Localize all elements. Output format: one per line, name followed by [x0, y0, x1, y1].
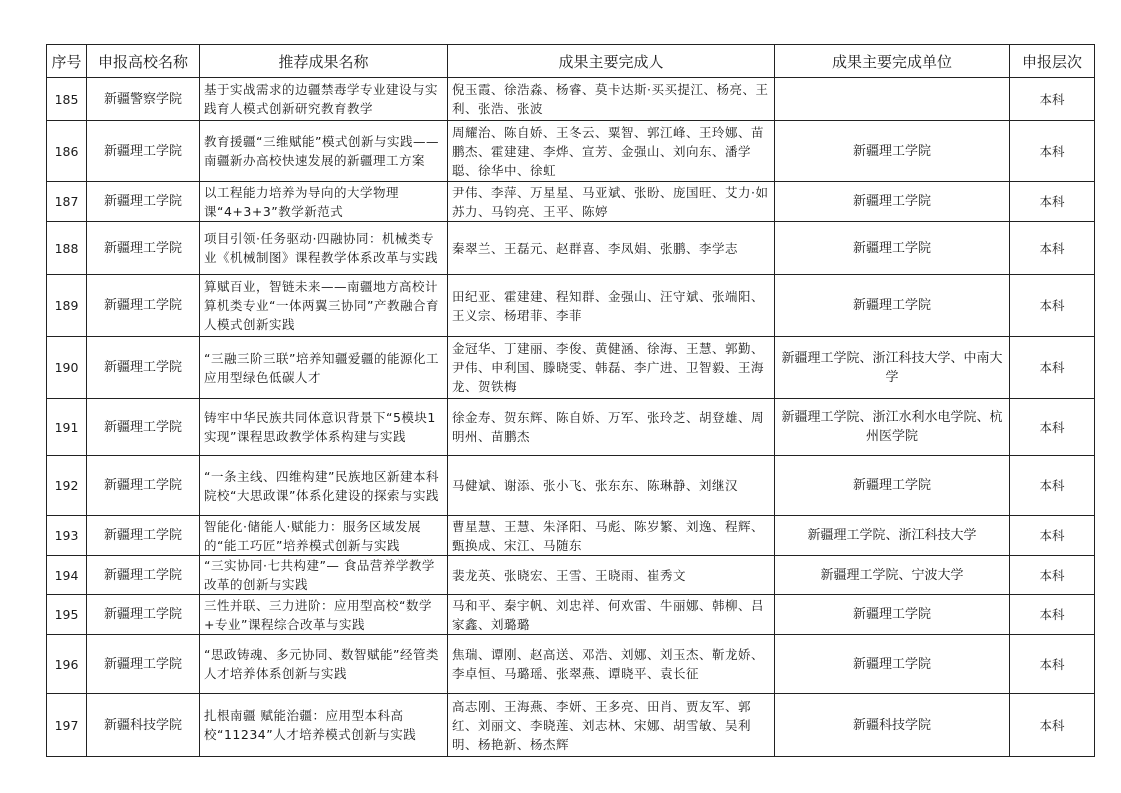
main-people-cell: 周耀治、陈自娇、王冬云、粟智、郭江峰、王玲娜、苗鹏杰、霍建建、李烨、宣芳、金强山、刘向东、潘学聪、徐华中、徐虹	[448, 121, 775, 182]
level-cell: 本科	[1010, 337, 1095, 399]
level-cell: 本科	[1010, 222, 1095, 275]
achievement-name-cell: 三性并联、三力进阶：应用型高校“数学+专业”课程综合改革与实践	[200, 595, 448, 635]
level-cell: 本科	[1010, 516, 1095, 556]
document-sheet	[46, 44, 1094, 757]
main-unit-cell: 新疆理工学院	[775, 456, 1010, 516]
main-people-cell: 焦瑞、谭刚、赵高送、邓浩、刘娜、刘玉杰、靳龙娇、李卓恒、马璐瑶、张翠燕、谭晓平、袁长征	[448, 635, 775, 694]
main-unit-cell: 新疆理工学院	[775, 182, 1010, 222]
header-level: 申报层次	[1010, 45, 1095, 78]
school-name-cell: 新疆理工学院	[87, 516, 200, 556]
table-row	[47, 456, 1095, 516]
table-row	[47, 516, 1095, 556]
row-number-cell: 189	[47, 275, 87, 337]
header-main-people: 成果主要完成人	[448, 45, 775, 78]
school-name-cell: 新疆理工学院	[87, 399, 200, 456]
table-row	[47, 635, 1095, 694]
row-number-cell: 195	[47, 595, 87, 635]
level-cell: 本科	[1010, 275, 1095, 337]
main-unit-cell: 新疆理工学院、浙江科技大学	[775, 516, 1010, 556]
row-number-cell: 185	[47, 78, 87, 121]
achievement-name-cell: 项目引领·任务驱动·四融协同：机械类专业《机械制图》课程教学体系改革与实践	[200, 222, 448, 275]
achievement-name-cell: 基于实战需求的边疆禁毒学专业建设与实践育人模式创新研究教育教学	[200, 78, 448, 121]
main-people-cell: 尹伟、李萍、万星星、马亚斌、张盼、庞国旺、艾力·如苏力、马钧亮、王平、陈婷	[448, 182, 775, 222]
achievement-name-cell: 教育援疆“三维赋能”模式创新与实践——南疆新办高校快速发展的新疆理工方案	[200, 121, 448, 182]
table-row	[47, 595, 1095, 635]
school-name-cell: 新疆理工学院	[87, 222, 200, 275]
main-unit-cell: 新疆理工学院	[775, 121, 1010, 182]
level-cell: 本科	[1010, 399, 1095, 456]
main-unit-cell: 新疆科技学院	[775, 694, 1010, 757]
row-number-cell: 197	[47, 694, 87, 757]
level-cell: 本科	[1010, 456, 1095, 516]
main-unit-cell: 新疆理工学院、宁波大学	[775, 556, 1010, 595]
school-name-cell: 新疆理工学院	[87, 337, 200, 399]
achievement-name-cell: “三融三阶三联”培养知疆爱疆的能源化工应用型绿色低碳人才	[200, 337, 448, 399]
level-cell: 本科	[1010, 694, 1095, 757]
table-row	[47, 121, 1095, 182]
main-people-cell: 曹星慧、王慧、朱泽阳、马彪、陈岁繁、刘逸、程辉、甄换成、宋江、马随东	[448, 516, 775, 556]
main-unit-cell: 新疆理工学院	[775, 635, 1010, 694]
level-cell: 本科	[1010, 635, 1095, 694]
row-number-cell: 196	[47, 635, 87, 694]
row-number-cell: 194	[47, 556, 87, 595]
level-cell: 本科	[1010, 595, 1095, 635]
level-cell: 本科	[1010, 121, 1095, 182]
row-number-cell: 190	[47, 337, 87, 399]
achievement-name-cell: 算赋百业，智链未来——南疆地方高校计算机类专业“一体两翼三协同”产教融合育人模式创新实践	[200, 275, 448, 337]
row-number-cell: 193	[47, 516, 87, 556]
row-number-cell: 192	[47, 456, 87, 516]
main-unit-cell: 新疆理工学院、浙江水利水电学院、杭州医学院	[775, 399, 1010, 456]
level-cell: 本科	[1010, 556, 1095, 595]
achievement-name-cell: 以工程能力培养为导向的大学物理课“4+3+3”教学新范式	[200, 182, 448, 222]
table-header-row	[47, 45, 1095, 78]
school-name-cell: 新疆理工学院	[87, 635, 200, 694]
row-number-cell: 191	[47, 399, 87, 456]
table-row	[47, 399, 1095, 456]
level-cell: 本科	[1010, 78, 1095, 121]
main-people-cell: 倪玉霞、徐浩淼、杨睿、莫卡达斯·买买提江、杨亮、王利、张浩、张波	[448, 78, 775, 121]
table-row	[47, 694, 1095, 757]
header-no: 序号	[47, 45, 87, 78]
main-people-cell: 马和平、秦宇帆、刘忠祥、何欢雷、牛丽娜、韩柳、吕家鑫、刘璐璐	[448, 595, 775, 635]
school-name-cell: 新疆理工学院	[87, 595, 200, 635]
table-row	[47, 222, 1095, 275]
row-number-cell: 186	[47, 121, 87, 182]
main-unit-cell	[775, 78, 1010, 121]
header-school: 申报高校名称	[87, 45, 200, 78]
school-name-cell: 新疆理工学院	[87, 275, 200, 337]
achievement-name-cell: “思政铸魂、多元协同、数智赋能”经管类人才培养体系创新与实践	[200, 635, 448, 694]
table-row	[47, 556, 1095, 595]
achievement-name-cell: “三实协同·七共构建”— 食品营养学教学改革的创新与实践	[200, 556, 448, 595]
table-row	[47, 275, 1095, 337]
school-name-cell: 新疆警察学院	[87, 78, 200, 121]
achievement-name-cell: 扎根南疆 赋能治疆：应用型本科高校“11234”人才培养模式创新与实践	[200, 694, 448, 757]
achievement-table	[46, 44, 1095, 757]
main-unit-cell: 新疆理工学院	[775, 222, 1010, 275]
achievement-name-cell: 铸牢中华民族共同体意识背景下“5模块1实现”课程思政教学体系构建与实践	[200, 399, 448, 456]
school-name-cell: 新疆理工学院	[87, 556, 200, 595]
achievement-name-cell: 智能化·储能人·赋能力：服务区域发展的“能工巧匠”培养模式创新与实践	[200, 516, 448, 556]
school-name-cell: 新疆理工学院	[87, 121, 200, 182]
row-number-cell: 188	[47, 222, 87, 275]
main-unit-cell: 新疆理工学院、浙江科技大学、中南大学	[775, 337, 1010, 399]
achievement-name-cell: “一条主线、四维构建”民族地区新建本科院校“大思政课”体系化建设的探索与实践	[200, 456, 448, 516]
school-name-cell: 新疆理工学院	[87, 182, 200, 222]
level-cell: 本科	[1010, 182, 1095, 222]
main-unit-cell: 新疆理工学院	[775, 595, 1010, 635]
main-people-cell: 秦翠兰、王磊元、赵群喜、李凤娟、张鹏、李学志	[448, 222, 775, 275]
table-row	[47, 182, 1095, 222]
school-name-cell: 新疆理工学院	[87, 456, 200, 516]
main-people-cell: 高志刚、王海燕、李妍、王多亮、田肖、贾友军、郭红、刘丽文、李晓莲、刘志林、宋娜、胡雪敏、吴利明、杨艳新、杨杰辉	[448, 694, 775, 757]
row-number-cell: 187	[47, 182, 87, 222]
main-people-cell: 裴龙英、张晓宏、王雪、王晓雨、崔秀文	[448, 556, 775, 595]
main-people-cell: 马健斌、谢添、张小飞、张东东、陈琳静、刘继汉	[448, 456, 775, 516]
main-people-cell: 徐金寿、贺东辉、陈自娇、万军、张玲芝、胡登雄、周明州、苗鹏杰	[448, 399, 775, 456]
table-row	[47, 78, 1095, 121]
header-main-unit: 成果主要完成单位	[775, 45, 1010, 78]
table-row	[47, 337, 1095, 399]
main-people-cell: 金冠华、丁建丽、李俊、黄健涵、徐海、王慧、郭勤、尹伟、申利国、滕晓雯、韩磊、李广进、卫智毅、王海龙、贺铁梅	[448, 337, 775, 399]
school-name-cell: 新疆科技学院	[87, 694, 200, 757]
header-achievement-name: 推荐成果名称	[200, 45, 448, 78]
main-unit-cell: 新疆理工学院	[775, 275, 1010, 337]
main-people-cell: 田纪亚、霍建建、程知群、金强山、汪守斌、张端阳、王义宗、杨珺菲、李菲	[448, 275, 775, 337]
